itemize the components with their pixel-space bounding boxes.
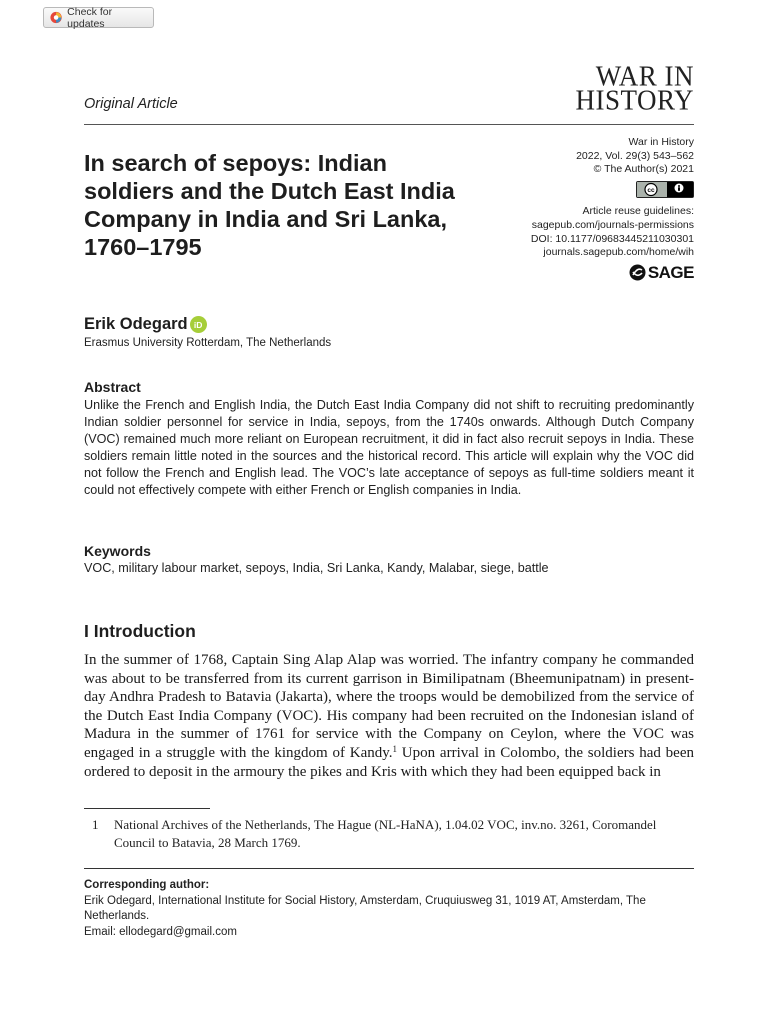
article-title: In search of sepoys: Indian soldiers and the Dutch East India Company in India and Sri Lanka, 1760–1795 bbox=[84, 150, 455, 260]
journal-name: War in History bbox=[628, 136, 694, 148]
update-check-icon bbox=[50, 11, 62, 24]
introduction-paragraph bbox=[84, 651, 694, 781]
footnote bbox=[84, 816, 694, 851]
orcid-icon[interactable]: iD bbox=[190, 316, 207, 333]
journal-logo bbox=[534, 60, 694, 116]
article-type: Original Article bbox=[84, 96, 178, 112]
author-name[interactable]: Erik Odegard bbox=[84, 315, 188, 333]
publisher-name: SAGE bbox=[647, 262, 694, 282]
sage-icon bbox=[629, 264, 646, 281]
volume-info: 2022, Vol. 29(3) 543–562 bbox=[576, 149, 694, 162]
corresponding-author-heading: Corresponding author: bbox=[84, 879, 210, 891]
abstract-heading: Abstract bbox=[84, 379, 141, 395]
corresponding-author-address: Erik Odegard, International Institute for Social History, Amsterdam, Cruquiusweg 31, 1019 AT, Amsterdam, The Netherlands. bbox=[84, 894, 646, 922]
corresponding-divider bbox=[84, 868, 694, 869]
corresponding-author-block bbox=[84, 878, 694, 940]
journal-logo-line2: HISTORY bbox=[575, 84, 694, 116]
introduction-heading: I Introduction bbox=[84, 621, 196, 641]
check-for-updates-label: Check for updates bbox=[67, 5, 113, 30]
introduction-text-part1: In the summer of 1768, Captain Sing Alap Alap was worried. The infantry company he commanded was about to be transferred from its current garrison in Bimilipatnam (Bheemunipatnam) in present-day Andhra Pradesh to Batavia (Jakarta), where the troops would be demobilized from the service of the Dutch East India Company (VOC). His company had been recruited on the Indonesian island of Madura in the summer of 1761 for service with the Company on Ceylon, where the VOC was engaged in a struggle with the kingdom of Kandy. bbox=[84, 652, 694, 761]
footnote-number: 1 bbox=[92, 817, 99, 832]
publisher-logo bbox=[474, 264, 694, 281]
corresponding-author-email[interactable]: Email: ellodegard@gmail.com bbox=[84, 925, 237, 938]
reuse-guidelines-label: Article reuse guidelines: bbox=[582, 205, 694, 218]
journal-homepage-link[interactable]: journals.sagepub.com/home/wih bbox=[543, 246, 694, 259]
header-divider bbox=[84, 124, 694, 125]
keywords-heading: Keywords bbox=[84, 543, 151, 559]
footnote-reference[interactable]: 1 bbox=[392, 743, 398, 754]
doi-link[interactable]: DOI: 10.1177/09683445211030301 bbox=[530, 232, 694, 245]
keywords-text: VOC, military labour market, sepoys, India, Sri Lanka, Kandy, Malabar, siege, battle bbox=[84, 561, 549, 575]
journal-logo-line1: WAR IN bbox=[595, 60, 694, 92]
abstract-text: Unlike the French and English India, the Dutch East India Company did not shift to recruiting predominantly Indian soldier personnel for service in India, sepoys, from the 1740s onwards. Although Dutch Company (VOC) remained much more reliant on European recruitment, it did in fact also recruit sepoys in India. These soldiers remain little noted in the sources and the historical record. This article will explain why the VOC did not follow the French and English lead. The VOC’s late acceptance of sepoys as full-time soldiers meant it could not effectively compete with either French or English companies in India. bbox=[84, 398, 694, 497]
author-line bbox=[84, 315, 207, 334]
introduction-text-part2: Upon arrival in Colombo, the soldiers had been ordered to deposit in the armoury the pikes and Kris with which they had been equipped back in bbox=[84, 744, 694, 780]
check-for-updates-button[interactable] bbox=[43, 7, 154, 28]
article-metadata bbox=[474, 136, 694, 281]
cc-by-license-icon[interactable] bbox=[636, 181, 694, 198]
svg-text:cc: cc bbox=[647, 187, 655, 195]
footnote-text: National Archives of the Netherlands, The Hague (NL-HaNA), 1.04.02 VOC, inv.no. 3261, Coromandel Council to Batavia, 28 March 1769. bbox=[114, 817, 657, 850]
reuse-guidelines-link[interactable]: sagepub.com/journals-permissions bbox=[531, 218, 694, 231]
author-affiliation: Erasmus University Rotterdam, The Netherlands bbox=[84, 337, 332, 349]
footnote-divider bbox=[84, 808, 210, 809]
copyright: © The Author(s) 2021 bbox=[593, 163, 694, 176]
